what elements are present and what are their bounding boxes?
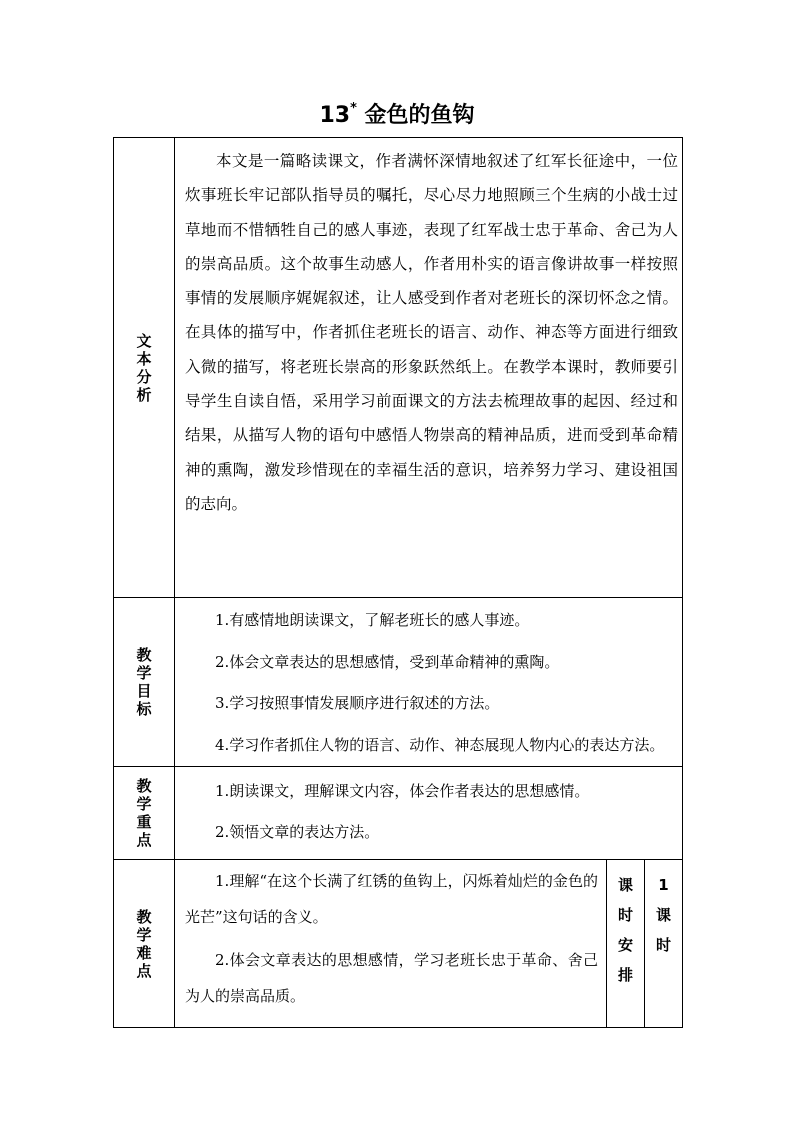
- analysis-row: [114, 138, 683, 598]
- difficulties-label-cell: [114, 860, 175, 1028]
- keys-label-cell: [114, 767, 175, 860]
- schedule-label: 课时安排: [617, 876, 633, 984]
- goals-label: 教学目标: [136, 646, 152, 718]
- schedule-value-cell: [645, 860, 683, 1028]
- difficulty-item: 1.理解“在这个长满了红锈的鱼钩上，闪烁着灿烂的金色的光芒”这句话的含义。: [185, 872, 598, 926]
- difficulties-list: [175, 860, 607, 1028]
- goal-item: 4.学习作者抓住人物的语言、动作、神态展现人物内心的表达方法。: [215, 735, 665, 754]
- goals-list: [175, 598, 683, 767]
- page-title: [0, 100, 794, 132]
- analysis-label: 文本分析: [136, 331, 152, 404]
- difficulties-label: 教学难点: [136, 907, 152, 980]
- title-text: 金色的鱼钩: [364, 103, 475, 128]
- title-mark: *: [350, 101, 357, 116]
- schedule-label-cell: [607, 860, 645, 1028]
- difficulties-row: [114, 860, 683, 1028]
- lesson-plan-table: [113, 137, 683, 1028]
- keys-label: 教学重点: [136, 777, 152, 849]
- keys-row: [114, 767, 683, 860]
- goal-item: 2.体会文章表达的思想感情，受到革命精神的熏陶。: [215, 652, 560, 671]
- title-number: 13: [319, 103, 351, 128]
- analysis-label-cell: [114, 138, 175, 598]
- goals-label-cell: [114, 598, 175, 767]
- goal-item: 3.学习按照事情发展顺序进行叙述的方法。: [215, 694, 500, 712]
- schedule-value: 1课时: [655, 876, 671, 954]
- goals-row: [114, 598, 683, 767]
- key-item: 1.朗读课文，理解课文内容，体会作者表达的思想感情。: [215, 782, 590, 800]
- key-item: 2.领悟文章的表达方法。: [215, 823, 380, 841]
- analysis-text: 本文是一篇略读课文，作者满怀深情地叙述了红军长征途中，一位炊事班长牢记部队指导员的嘱托，尽心尽力地照顾三个生病的小战士过草地而不惜牺牲自己的感人事迹，表现了红军战士忠于革命、舍己为人的崇高品质。这个故事生动感人，作者用朴实的语言像讲故事一样按照事情的发展顺序娓娓叙述，让人感受到作者对老班长的深切怀念之情。在具体的描写中，作者抓住老班长的语言、动作、神态等方面进行细致入微的描写，将老班长崇高的形象跃然纸上。在教学本课时，教师要引导学生自读自悟，采用学习前面课文的方法去梳理故事的起因、经过和结果，从描写人物的语句中感悟人物崇高的精神品质，进而受到革命精神的熏陶，激发珍惜现在的幸福生活的意识，培养努力学习、建设祖国的志向。: [175, 138, 683, 598]
- difficulty-item: 2.体会文章表达的思想感情，学习老班长忠于革命、舍己为人的崇高品质。: [185, 951, 598, 1005]
- keys-list: [175, 767, 683, 860]
- goal-item: 1.有感情地朗读课文，了解老班长的感人事迹。: [215, 611, 530, 629]
